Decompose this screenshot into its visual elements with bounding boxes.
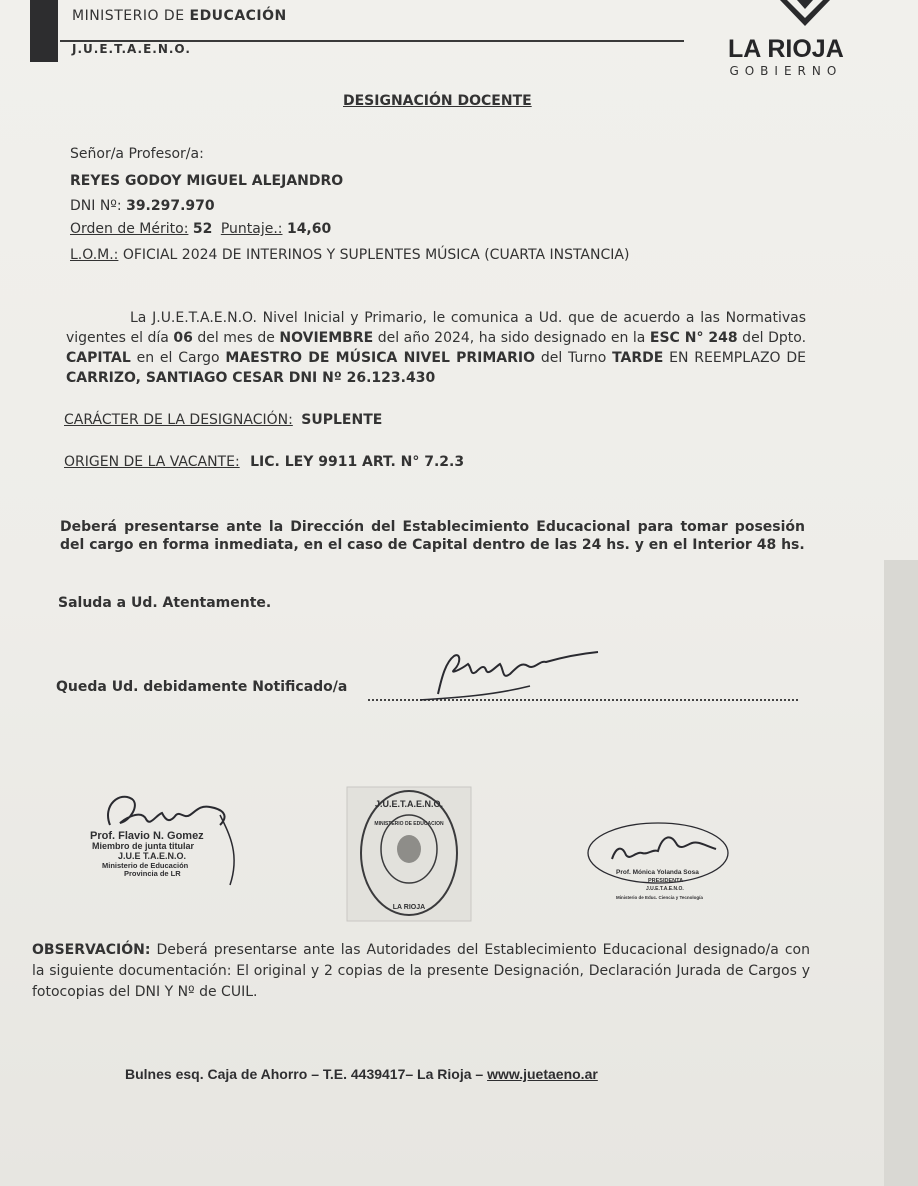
department: CAPITAL bbox=[66, 350, 131, 366]
organization-name: J.U.E.T.A.E.N.O. bbox=[72, 42, 191, 56]
salutation: Señor/a Profesor/a: bbox=[70, 146, 204, 162]
seal-top-text: J.U.E.T.A.E.N.O. bbox=[374, 799, 444, 809]
footer-website-link[interactable]: www.juetaeno.ar bbox=[487, 1066, 598, 1082]
recipient-signature-icon bbox=[410, 646, 610, 706]
body-text: en el Cargo bbox=[130, 350, 226, 366]
lom-line bbox=[70, 247, 629, 263]
body-text: EN REEMPLAZO DE bbox=[663, 350, 806, 366]
school-number: ESC N° 248 bbox=[649, 330, 738, 346]
score-label: Puntaje.: bbox=[220, 221, 283, 237]
seal-inner-text: MINISTERIO DE EDUCACION bbox=[374, 821, 444, 827]
right-stamp-line: J.U.E.T.A.E.N.O. bbox=[646, 886, 684, 892]
right-stamp-line: PRESIDENTA bbox=[648, 878, 684, 884]
dni-label: DNI Nº: bbox=[70, 198, 122, 214]
designation-paragraph bbox=[66, 308, 806, 388]
body-text: La J.U.E.T.A.E.N.O. Nivel Inicial y Primario, le comunica a Ud. que de acuerdo a las Normativas vigentes el día bbox=[66, 310, 806, 346]
position: MAESTRO DE MÚSICA NIVEL PRIMARIO bbox=[225, 350, 536, 366]
lom-label: L.O.M.: bbox=[70, 247, 119, 263]
closing: Saluda a Ud. Atentamente. bbox=[58, 595, 272, 611]
document-title: DESIGNACIÓN DOCENTE bbox=[343, 93, 532, 109]
right-signature-stamp bbox=[586, 815, 746, 915]
body-text: del Turno bbox=[535, 350, 613, 366]
shift: TARDE bbox=[612, 350, 664, 366]
instruction-paragraph: Deberá presentarse ante la Dirección del Establecimiento Educacional para tomar posesión del cargo en forma inmediata, en el caso de Capital dentro de las 24 hs. y en el Interior 48 hs. bbox=[60, 519, 805, 553]
body-text: del Dpto. bbox=[737, 330, 807, 346]
character-label: CARÁCTER DE LA DESIGNACIÓN: bbox=[64, 412, 293, 428]
left-stamp-line: J.U.E T.A.E.N.O. bbox=[118, 851, 187, 861]
origin-label: ORIGEN DE LA VACANTE: bbox=[64, 454, 240, 470]
replaced-teacher: CARRIZO, SANTIAGO CESAR DNI Nº 26.123.430 bbox=[66, 370, 436, 386]
left-stamp-line: Ministerio de Educación bbox=[102, 861, 189, 870]
logo-sub-text: GOBIERNO bbox=[729, 64, 843, 78]
left-signature-stamp bbox=[80, 785, 260, 895]
logo-main-text: LA RIOJA bbox=[728, 35, 844, 63]
left-stamp-line: Provincia de LR bbox=[124, 869, 181, 878]
la-rioja-logo bbox=[728, 36, 844, 78]
la-rioja-emblem-icon bbox=[775, 0, 835, 38]
page-edge-shadow bbox=[884, 560, 918, 1186]
designation-month: NOVIEMBRE bbox=[279, 330, 374, 346]
ministry-prefix: MINISTERIO DE bbox=[72, 8, 190, 24]
footer-address: Bulnes esq. Caja de Ahorro – T.E. 4439417– La Rioja – bbox=[125, 1066, 488, 1082]
teacher-name: REYES GODOY MIGUEL ALEJANDRO bbox=[70, 173, 344, 189]
character-value: SUPLENTE bbox=[301, 412, 383, 428]
dni-value: 39.297.970 bbox=[126, 198, 215, 214]
right-signature-icon bbox=[612, 837, 716, 859]
ministry-name bbox=[72, 8, 287, 24]
left-stamp-line: Prof. Flavio N. Gomez bbox=[90, 830, 204, 842]
left-signature-icon bbox=[108, 797, 225, 825]
ministry-bold: EDUCACIÓN bbox=[189, 8, 287, 24]
origin-value: LIC. LEY 9911 ART. N° 7.2.3 bbox=[250, 454, 465, 470]
observation-text: Deberá presentarse ante las Autoridades del Establecimiento Educacional designado/a con la siguiente documentación: El original y 2 copias de la presente Designación, Declaración Jurada de Cargos y fotocopias del DNI Y Nº de CUIL. bbox=[32, 942, 810, 1000]
dni-line bbox=[70, 198, 215, 214]
right-stamp-line: Prof. Mónica Yolanda Sosa bbox=[616, 869, 699, 876]
notified-label: Queda Ud. debidamente Notificado/a bbox=[56, 679, 348, 695]
body-text: del mes de bbox=[192, 330, 280, 346]
observation-paragraph bbox=[32, 940, 810, 1003]
merit-value: 52 bbox=[192, 221, 213, 237]
body-text: del año 2024, ha sido designado en la bbox=[373, 330, 650, 346]
footer bbox=[125, 1066, 598, 1082]
header-bar bbox=[30, 0, 58, 62]
score-value: 14,60 bbox=[286, 221, 332, 237]
origin-line bbox=[64, 454, 464, 470]
lom-value: OFICIAL 2024 DE INTERINOS Y SUPLENTES MÚSICA (CUARTA INSTANCIA) bbox=[122, 247, 630, 263]
merit-label: Orden de Mérito: bbox=[70, 221, 189, 237]
official-seal-icon bbox=[345, 785, 475, 925]
seal-bottom-text: LA RIOJA bbox=[392, 904, 426, 911]
designation-day: 06 bbox=[173, 330, 193, 346]
character-line bbox=[64, 412, 382, 428]
merit-line bbox=[70, 221, 331, 237]
observation-label: OBSERVACIÓN: bbox=[32, 942, 151, 958]
right-stamp-line: Ministerio de Educ. Ciencia y Tecnología bbox=[616, 895, 703, 900]
left-stamp-line: Miembro de junta titular bbox=[92, 841, 195, 851]
